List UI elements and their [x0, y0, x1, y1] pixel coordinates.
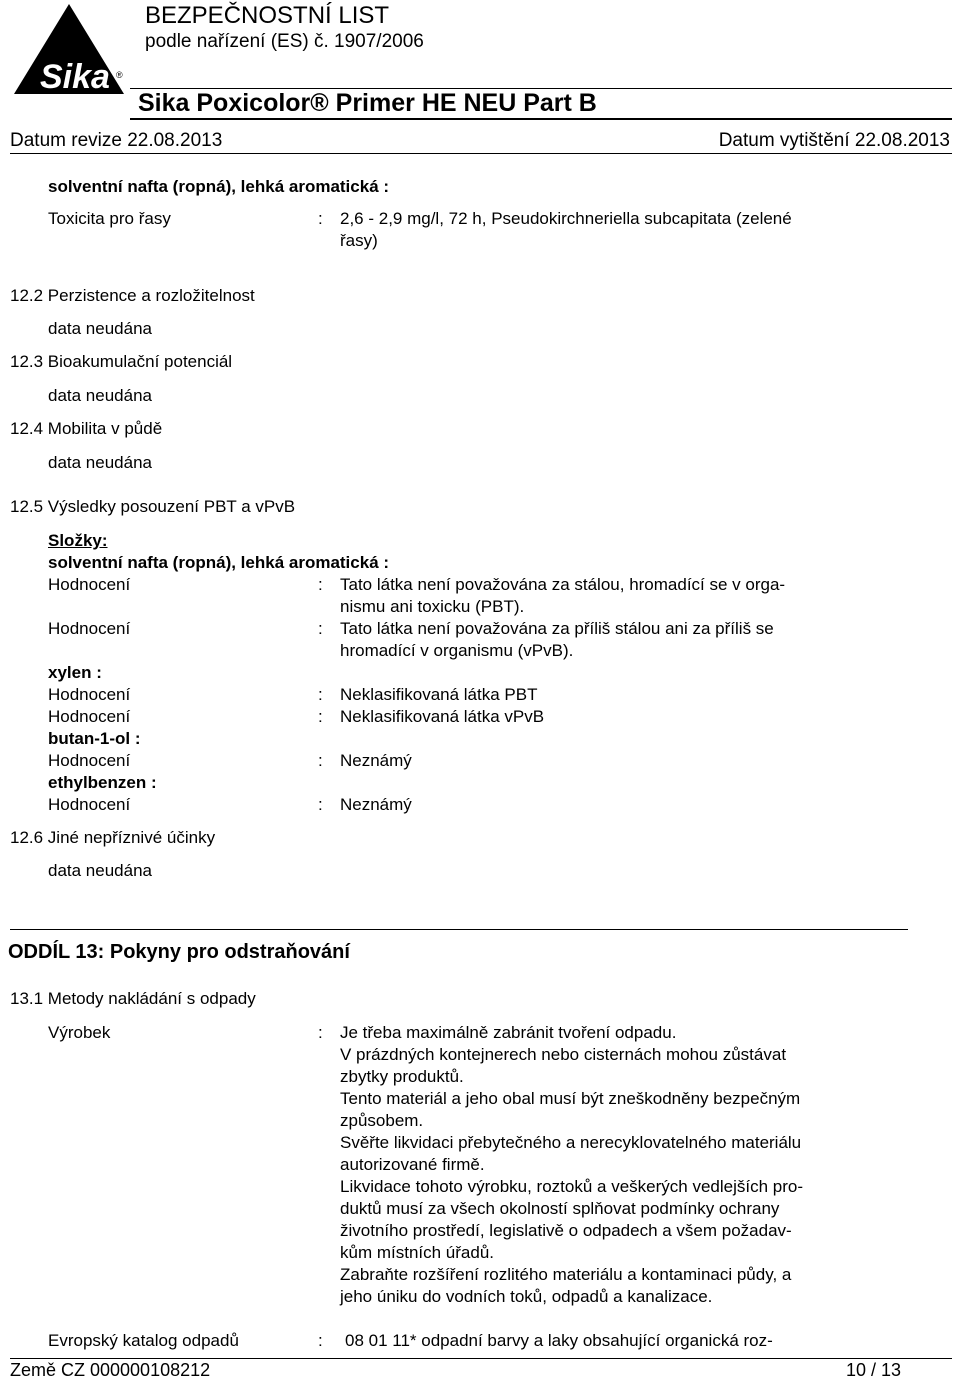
assessment-line: Tato látka není považována za stálou, hromadící se v orga- — [340, 575, 786, 594]
tox-value — [340, 208, 792, 252]
page-number: 10 / 13 — [846, 1360, 902, 1380]
section-12-2-text: data neudána — [48, 319, 152, 338]
section-12-5-title: 12.5 Výsledky posouzení PBT a vPvB — [10, 497, 296, 516]
tox-label: Toxicita pro řasy — [48, 209, 171, 228]
footer-country-code: Země CZ 000000108212 — [10, 1360, 211, 1380]
substance-butanol: butan-1-ol : — [48, 729, 141, 748]
assessment-value: Neklasifikovaná látka PBT — [340, 685, 538, 704]
disposal-line: jeho úniku do vodních toků, odpadů a kanalizace. — [340, 1287, 713, 1306]
date-rule — [10, 153, 952, 154]
disposal-line: Svěřte likvidaci přebytečného a nerecyklovatelného materiálu — [340, 1133, 802, 1152]
section-12-6-title: 12.6 Jiné nepříznivé účinky — [10, 828, 216, 847]
assessment-label: Hodnocení — [48, 751, 131, 770]
section-12-4-title: 12.4 Mobilita v půdě — [10, 419, 163, 438]
assessment-colon: : — [318, 751, 323, 770]
catalog-label: Evropský katalog odpadů — [48, 1331, 239, 1350]
doc-title: BEZPEČNOSTNÍ LIST — [145, 2, 390, 29]
logo-text: Sika — [40, 58, 110, 96]
tox-colon: : — [318, 209, 323, 228]
components-label: Složky: — [48, 531, 108, 550]
substance-ethylbenzene: ethylbenzen : — [48, 773, 157, 792]
catalog-colon: : — [318, 1331, 323, 1350]
assessment-value — [340, 574, 785, 618]
revision-date: Datum revize 22.08.2013 — [10, 130, 223, 151]
section-12-4-text: data neudána — [48, 453, 152, 472]
assessment-line: nismu ani toxicku (PBT). — [340, 597, 525, 616]
disposal-line: Je třeba maximálně zabránit tvoření odpadu. — [340, 1023, 677, 1042]
disposal-line: Tento materiál a jeho obal musí být zneškodněny bezpečným — [340, 1089, 801, 1108]
print-date: Datum vytištění 22.08.2013 — [718, 130, 950, 151]
assessment-colon: : — [318, 575, 323, 594]
disposal-line: životního prostředí, legislativě o odpadech a všem požadav- — [340, 1221, 792, 1240]
tox-substance: solventní nafta (ropná), lehká aromatická : — [48, 177, 390, 196]
assessment-value: Neznámý — [340, 795, 412, 814]
assessment-label: Hodnocení — [48, 707, 131, 726]
tox-value-line: řasy) — [340, 231, 378, 250]
substance-xylene: xylen : — [48, 663, 102, 682]
section-13-1-title: 13.1 Metody nakládání s odpady — [10, 989, 256, 1008]
assessment-colon: : — [318, 685, 323, 704]
assessment-line: hromadící v organismu (vPvB). — [340, 641, 574, 660]
assessment-label: Hodnocení — [48, 619, 131, 638]
product-name: Sika Poxicolor® Primer HE NEU Part B — [138, 89, 597, 117]
section-13-title: ODDÍL 13: Pokyny pro odstraňování — [8, 941, 350, 963]
product-label: Výrobek — [48, 1023, 111, 1042]
section-12-2-title: 12.2 Perzistence a rozložitelnost — [10, 286, 255, 305]
tox-value-line: 2,6 - 2,9 mg/l, 72 h, Pseudokirchneriella subcapitata (zelené — [340, 209, 792, 228]
disposal-line: duktů musí za všech okolností splňovat podmínky ochrany — [340, 1199, 780, 1218]
section-12-3-title: 12.3 Bioakumulační potenciál — [10, 352, 233, 371]
sika-logo — [10, 2, 128, 96]
assessment-label: Hodnocení — [48, 795, 131, 814]
assessment-colon: : — [318, 795, 323, 814]
regulation: podle nařízení (ES) č. 1907/2006 — [145, 31, 424, 52]
assessment-line: Tato látka není považována za příliš stálou ani za příliš se — [340, 619, 774, 638]
assessment-value: Neznámý — [340, 751, 412, 770]
assessment-value: Neklasifikovaná látka vPvB — [340, 707, 545, 726]
disposal-line: Zabraňte rozšíření rozlitého materiálu a kontaminaci půdy, a — [340, 1265, 792, 1284]
disposal-line: Likvidace tohoto výrobku, roztoků a veškerých vedlejších pro- — [340, 1177, 804, 1196]
disposal-line: zbytky produktů. — [340, 1067, 464, 1086]
section-12-6-text: data neudána — [48, 861, 152, 880]
catalog-value: 08 01 11* odpadní barvy a laky obsahující organická roz- — [345, 1331, 773, 1350]
assessment-label: Hodnocení — [48, 685, 131, 704]
disposal-line: způsobem. — [340, 1111, 424, 1130]
product-disposal-text — [340, 1022, 803, 1308]
assessment-colon: : — [318, 619, 323, 638]
disposal-line: kům místních úřadů. — [340, 1243, 495, 1262]
assessment-label: Hodnocení — [48, 575, 131, 594]
assessment-value — [340, 618, 774, 662]
section-12-3-text: data neudána — [48, 386, 152, 405]
product-colon: : — [318, 1023, 323, 1042]
disposal-line: autorizované firmě. — [340, 1155, 485, 1174]
substance-solvent-naphtha: solventní nafta (ropná), lehká aromatická : — [48, 553, 390, 572]
header-rule — [130, 118, 952, 120]
svg-text:®: ® — [116, 70, 123, 80]
section-rule — [10, 929, 908, 930]
assessment-colon: : — [318, 707, 323, 726]
disposal-line: V prázdných kontejnerech nebo cisternách mohou zůstávat — [340, 1045, 787, 1064]
